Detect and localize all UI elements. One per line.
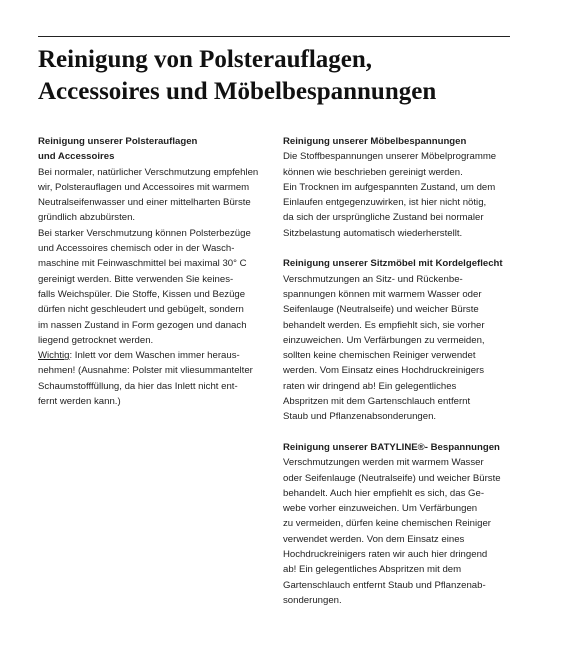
title-line: Accessoires und Möbelbespannungen bbox=[38, 78, 437, 105]
body-line: raten wir dringend ab! Ein gelegentliches bbox=[283, 380, 457, 392]
right-column bbox=[283, 134, 515, 608]
body-line: Neutralseifenwasser und einer mittelharten Bürste bbox=[38, 197, 251, 209]
section-heading: Reinigung unserer Möbelbespannungen bbox=[283, 136, 467, 147]
page-title bbox=[38, 44, 518, 108]
body-line: Bei starker Verschmutzung können Polsterbezüge bbox=[38, 227, 251, 239]
body-line: da sich der ursprüngliche Zustand bei normaler bbox=[283, 212, 484, 224]
body-line: und Accessoires chemisch oder in der Wasch- bbox=[38, 243, 235, 255]
body-line: sollten keine chemischen Reiniger verwendet bbox=[283, 350, 476, 362]
body-line: Verschmutzungen an Sitz- und Rückenbe- bbox=[283, 273, 463, 285]
body-line: nehmen! (Ausnahme: Polster mit vliesummantelter bbox=[38, 365, 253, 377]
body-line: Sitzbelastung automatisch wiederherstellt. bbox=[283, 227, 463, 239]
body-line: behandelt werden. Es empfiehlt sich, sie vorher bbox=[283, 319, 485, 331]
body-line: gereinigt werden. Bitte verwenden Sie keines- bbox=[38, 273, 234, 285]
body-line: Verschmutzungen werden mit warmem Wasser bbox=[283, 457, 484, 469]
body-line: Ein Trocknen im aufgespannten Zustand, um dem bbox=[283, 181, 496, 193]
body-line: Hochdruckreinigers raten wir auch hier dringend bbox=[283, 549, 488, 561]
body-line: Gartenschlauch entfernt Staub und Pflanzenab- bbox=[283, 579, 486, 591]
body-line: zu vermeiden, dürfen keine chemischen Reiniger bbox=[283, 518, 491, 530]
body-line: Bei normaler, natürlicher Verschmutzung empfehlen bbox=[38, 166, 259, 178]
title-line: Reinigung von Polsterauflagen, bbox=[38, 46, 373, 73]
body-line: Schaumstofffüllung, da hier das Inlett nicht ent- bbox=[38, 380, 238, 392]
body-line: spannungen können mit warmem Wasser oder bbox=[283, 288, 482, 300]
section-heading: Reinigung unserer BATYLINE®- Bespannungen bbox=[283, 441, 500, 453]
body-line: gründlich abzubürsten. bbox=[38, 212, 136, 224]
body-line: werden. Vom Einsatz eines Hochdruckreinigers bbox=[283, 365, 485, 377]
section-heading: Reinigung unserer Sitzmöbel mit Kordelgeflecht bbox=[283, 258, 503, 270]
body-line: Abspritzen mit dem Gartenschlauch entfernt bbox=[283, 396, 471, 408]
section-heading: und Accessoires bbox=[38, 151, 115, 163]
body-line: wir, Polsterauflagen und Accessoires mit warmem bbox=[38, 181, 250, 193]
paragraph-gap bbox=[283, 241, 515, 256]
body-line: einzuweichen. Um Verfärbungen zu vermeiden, bbox=[283, 334, 485, 346]
body-line: maschine mit Feinwaschmittel bei maximal 30° C bbox=[38, 258, 247, 270]
body-line: Die Stoffbespannungen unserer Möbelprogramme bbox=[283, 151, 497, 163]
body-line: im nassen Zustand in Form gezogen und danach bbox=[38, 319, 247, 331]
body-line: behandelt. Auch hier empfiehlt es sich, das Ge- bbox=[283, 487, 485, 499]
top-rule bbox=[38, 36, 510, 37]
body-line: Staub und Pflanzenabsonderungen. bbox=[283, 411, 437, 423]
note-text: : Inlett vor dem Waschen immer heraus- bbox=[69, 350, 240, 362]
body-line: sonderungen. bbox=[283, 594, 342, 606]
paragraph-gap bbox=[283, 425, 515, 440]
body-line: ab! Ein gelegentliches Abspritzen mit dem bbox=[283, 564, 462, 576]
body-line: liegend getrocknet werden. bbox=[38, 334, 154, 346]
note-line bbox=[38, 348, 274, 363]
body-line: fernt werden kann.) bbox=[38, 396, 121, 408]
body-line: können wie beschrieben gereinigt werden. bbox=[283, 166, 463, 178]
note-label: Wichtig bbox=[38, 350, 70, 362]
section-heading: Reinigung unserer Polsterauflagen bbox=[38, 136, 198, 147]
body-line: oder Seifenlauge (Neutralseife) und weicher Bürste bbox=[283, 472, 501, 484]
body-line: falls Weichspüler. Die Stoffe, Kissen und Bezüge bbox=[38, 288, 246, 300]
body-line: dürfen nicht geschleudert und gebügelt, sondern bbox=[38, 304, 244, 316]
body-line: Einlaufen entgegenzuwirken, ist hier nicht nötig, bbox=[283, 197, 487, 209]
body-line: verwendet werden. Von dem Einsatz eines bbox=[283, 533, 465, 545]
left-column bbox=[38, 134, 274, 409]
body-line: Seifenlauge (Neutralseife) und weicher Bürste bbox=[283, 304, 479, 316]
body-line: webe vorher einzuweichen. Um Verfärbungen bbox=[283, 503, 478, 515]
